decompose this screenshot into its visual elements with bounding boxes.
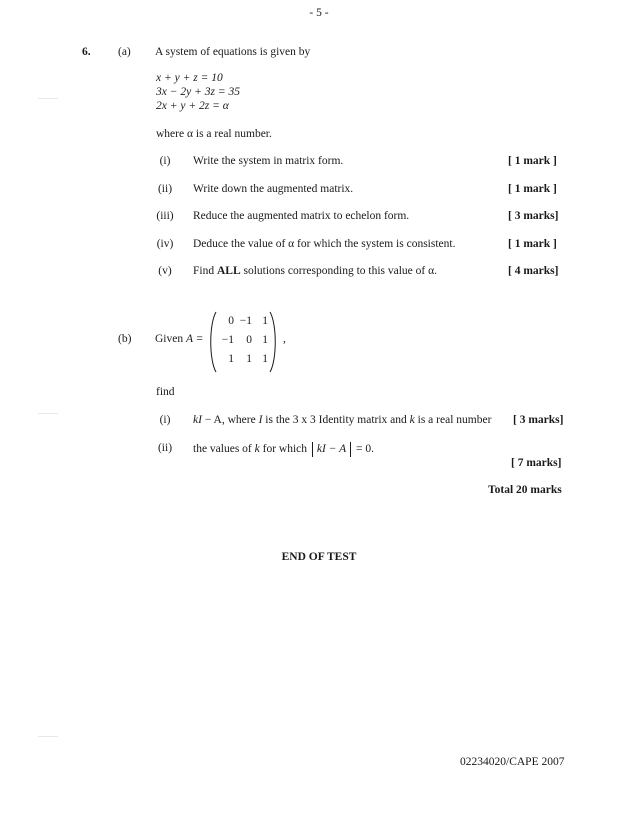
matrix-cell: 0 <box>228 315 234 327</box>
item-a-iv-text: Deduce the value of α for which the system is consistent. <box>193 238 456 250</box>
item-b-i-rest: − A, where <box>201 414 259 426</box>
item-a-iv-number: (iv) <box>156 238 174 250</box>
question-number: 6. <box>82 46 91 58</box>
item-b-ii-eq: = 0. <box>353 443 375 455</box>
scan-mark <box>38 736 58 737</box>
item-a-iii-number: (iii) <box>156 210 174 222</box>
matrix-comma: , <box>283 333 286 345</box>
item-a-v-text-bold: ALL <box>216 265 241 277</box>
find-text: find <box>156 386 175 398</box>
item-b-i-text <box>193 414 491 426</box>
matrix-name: A = <box>185 333 204 345</box>
item-b-i-kI: kI <box>193 414 202 426</box>
matrix-cell: 1 <box>262 315 268 327</box>
scan-mark <box>38 98 58 99</box>
item-a-i-text: Write the system in matrix form. <box>193 155 344 167</box>
item-a-v-text <box>193 265 437 277</box>
item-b-ii-number: (ii) <box>157 442 173 454</box>
right-paren <box>270 312 275 372</box>
part-a-label: (a) <box>118 46 131 58</box>
item-a-i-marks: [ 1 mark ] <box>508 155 557 167</box>
part-b-label: (b) <box>118 333 132 345</box>
item-b-i-I: I <box>258 414 263 426</box>
matrix-cell: −1 <box>221 334 234 346</box>
matrix-cell: −1 <box>239 315 252 327</box>
item-b-ii-k: k <box>254 443 260 455</box>
equation-3: 2x + y + 2z = α <box>156 100 229 112</box>
item-a-v-marks: [ 4 marks] <box>508 265 559 277</box>
given-word: Given <box>155 333 184 345</box>
where-alpha: where α is a real number. <box>156 128 272 140</box>
total-marks: Total 20 marks <box>488 484 562 496</box>
matrix-A <box>208 310 278 374</box>
equation-2: 3x − 2y + 3z = 35 <box>156 86 240 98</box>
item-a-iii-marks: [ 3 marks] <box>508 210 559 222</box>
item-b-i-k: k <box>409 414 415 426</box>
item-a-v-text-after: solutions corresponding to this value of α. <box>240 265 438 277</box>
determinant-expression <box>312 442 351 457</box>
item-b-i-number: (i) <box>159 414 171 426</box>
matrix-cell: 0 <box>246 334 252 346</box>
item-a-v-text-before: Find <box>193 265 217 277</box>
item-b-ii-for: for which <box>259 443 310 455</box>
part-b-subtotal: [ 7 marks] <box>511 457 562 469</box>
scan-mark <box>38 413 58 414</box>
page-number: - 5 - <box>309 7 329 19</box>
item-a-ii-text: Write down the augmented matrix. <box>193 183 354 195</box>
equation-1: x + y + z = 10 <box>156 72 223 84</box>
given-text <box>155 333 203 345</box>
item-a-v-number: (v) <box>158 265 172 277</box>
matrix-cell: 1 <box>228 353 234 365</box>
item-b-ii-start: the values of <box>193 443 255 455</box>
item-b-i-mid: is the 3 x 3 Identity matrix and <box>262 414 410 426</box>
footer-code: 02234020/CAPE 2007 <box>460 756 565 768</box>
item-a-i-number: (i) <box>159 155 171 167</box>
matrix-cell: 1 <box>246 353 252 365</box>
item-b-i-end: is a real number <box>414 414 492 426</box>
matrix-cell: 1 <box>262 353 268 365</box>
matrix-cell: 1 <box>262 334 268 346</box>
item-a-ii-marks: [ 1 mark ] <box>508 183 557 195</box>
part-a-intro: A system of equations is given by <box>155 46 311 58</box>
item-a-iii-text: Reduce the augmented matrix to echelon form. <box>193 210 410 222</box>
end-of-test: END OF TEST <box>281 551 357 563</box>
item-b-i-marks: [ 3 marks] <box>513 414 564 426</box>
item-a-iv-marks: [ 1 mark ] <box>508 238 557 250</box>
item-b-ii-text <box>193 442 374 457</box>
left-paren <box>211 312 216 372</box>
item-a-ii-number: (ii) <box>157 183 173 195</box>
item-b-ii-expr: kI − A <box>316 443 347 455</box>
